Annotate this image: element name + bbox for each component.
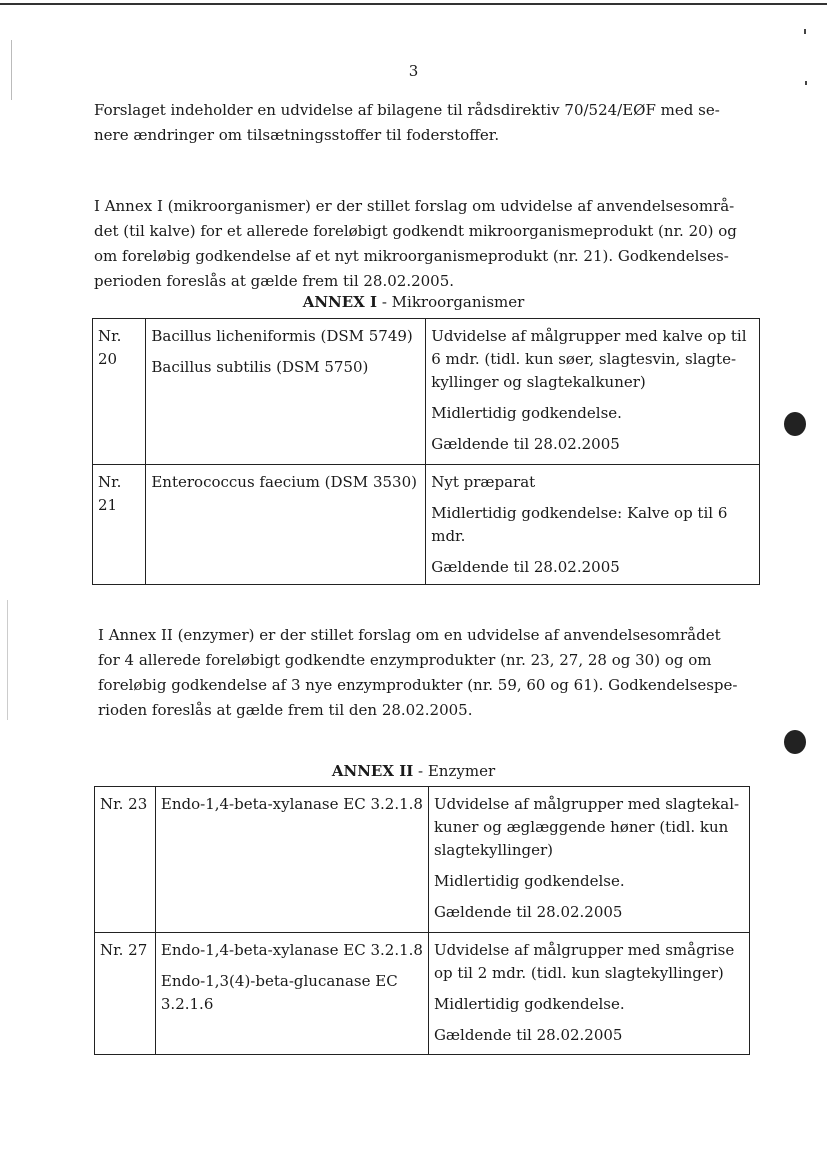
scan-edge-line	[11, 40, 12, 100]
description-line: Udvidelse af målgrupper med slagtekal-	[433, 795, 740, 813]
annex1-intro-line: I Annex I (mikroorganismer) er der stillet forslag om udvidelse af anvendelsesområ-	[94, 197, 735, 215]
approval-text: Midlertidig godkendelse.	[433, 872, 625, 890]
annex1-intro-line: perioden foreslås at gælde frem til 28.02.2005.	[94, 272, 455, 290]
description-line: slagtekyllinger)	[433, 841, 553, 859]
product-name: Bacillus licheniformis (DSM 5749)	[151, 327, 413, 345]
scan-speck	[804, 29, 806, 34]
annex2-intro-line: foreløbig godkendelse af 3 nye enzymprodukter (nr. 59, 60 og 61). Godkendelsespe-	[98, 676, 738, 694]
annex1-title-bold: ANNEX I	[302, 293, 378, 311]
description-cell	[426, 465, 760, 585]
annex1-intro-line: om foreløbig godkendelse af et nyt mikroorganismeprodukt (nr. 21). Godkendelses-	[94, 247, 729, 265]
nr-value: 20	[98, 350, 118, 368]
nr-label: Nr. 27	[100, 941, 148, 959]
product-name: Enterococcus faecium (DSM 3530)	[151, 473, 417, 491]
annex2-intro-line: rioden foreslås at gælde frem til den 28.02.2005.	[98, 701, 473, 719]
table-row	[95, 933, 750, 1055]
annex2-title-rest: - Enzymer	[413, 762, 496, 780]
description-cell	[428, 933, 749, 1055]
nr-label: Nr. 23	[100, 795, 148, 813]
nr-value: 21	[98, 496, 118, 514]
approval-text: Midlertidig godkendelse.	[433, 995, 625, 1013]
punch-hole-mark	[784, 412, 806, 436]
annex2-title-bold: ANNEX II	[331, 762, 414, 780]
approval-text: Midlertidig godkendelse: Kalve op til 6	[431, 504, 728, 522]
annex2-table	[94, 786, 750, 1055]
description-cell	[426, 319, 760, 465]
annex1-title-rest: - Mikroorganismer	[377, 293, 525, 311]
annex1-title	[0, 293, 827, 311]
annex2-title	[0, 762, 827, 780]
product-cell	[155, 787, 428, 933]
description-line: Udvidelse af målgrupper med kalve op til	[431, 327, 747, 345]
table-row	[93, 319, 760, 465]
intro-line: Forslaget indeholder en udvidelse af bilagene til rådsdirektiv 70/524/EØF med se-	[94, 101, 720, 119]
description-line: kyllinger og slagtekalkuner)	[431, 373, 646, 391]
validity-text: Gældende til 28.02.2005	[431, 435, 620, 453]
description-line: kuner og æglæggende høner (tidl. kun	[433, 818, 729, 836]
validity-text: Gældende til 28.02.2005	[433, 1026, 623, 1044]
product-name: Endo-1,4-beta-xylanase EC 3.2.1.8	[160, 941, 423, 959]
approval-text: Midlertidig godkendelse.	[431, 404, 622, 422]
nr-label: Nr.	[98, 473, 122, 491]
description-line: op til 2 mdr. (tidl. kun slagtekyllinger)	[433, 964, 724, 982]
validity-text: Gældende til 28.02.2005	[433, 903, 623, 921]
product-cell	[146, 319, 426, 465]
intro-paragraph	[94, 98, 734, 148]
product-name: Endo-1,3(4)-beta-glucanase EC	[160, 972, 398, 990]
product-cell	[146, 465, 426, 585]
description-line: Udvidelse af målgrupper med smågrise	[433, 941, 735, 959]
product-cell	[155, 933, 428, 1055]
annex1-intro-line: det (til kalve) for et allerede foreløbigt godkendt mikroorganismeprodukt (nr. 20) og	[94, 222, 737, 240]
nr-cell	[95, 787, 156, 933]
nr-label: Nr.	[98, 327, 122, 345]
approval-text: mdr.	[431, 527, 466, 545]
page-number: 3	[408, 62, 419, 80]
intro-line: nere ændringer om tilsætningsstoffer til foderstoffer.	[94, 126, 500, 144]
top-border-line	[0, 3, 827, 5]
nr-cell	[93, 465, 146, 585]
annex2-intro-line: for 4 allerede foreløbigt godkendte enzymprodukter (nr. 23, 27, 28 og 30) og om	[98, 651, 712, 669]
description-line: 6 mdr. (tidl. kun søer, slagtesvin, slagte-	[431, 350, 737, 368]
scan-edge-line	[7, 600, 8, 720]
description-line: Nyt præparat	[431, 473, 536, 491]
validity-text: Gældende til 28.02.2005	[431, 558, 620, 576]
product-name: Endo-1,4-beta-xylanase EC 3.2.1.8	[160, 795, 423, 813]
product-name: 3.2.1.6	[160, 995, 214, 1013]
punch-hole-mark	[784, 730, 806, 754]
scan-speck	[805, 81, 807, 85]
nr-cell	[95, 933, 156, 1055]
table-row	[93, 465, 760, 585]
product-name: Bacillus subtilis (DSM 5750)	[151, 358, 369, 376]
nr-cell	[93, 319, 146, 465]
annex1-intro-paragraph	[94, 194, 737, 294]
annex2-intro-paragraph	[98, 623, 738, 723]
annex1-table	[92, 318, 760, 585]
table-row	[95, 787, 750, 933]
annex2-intro-line: I Annex II (enzymer) er der stillet forslag om en udvidelse af anvendelsesområdet	[98, 626, 721, 644]
description-cell	[428, 787, 749, 933]
